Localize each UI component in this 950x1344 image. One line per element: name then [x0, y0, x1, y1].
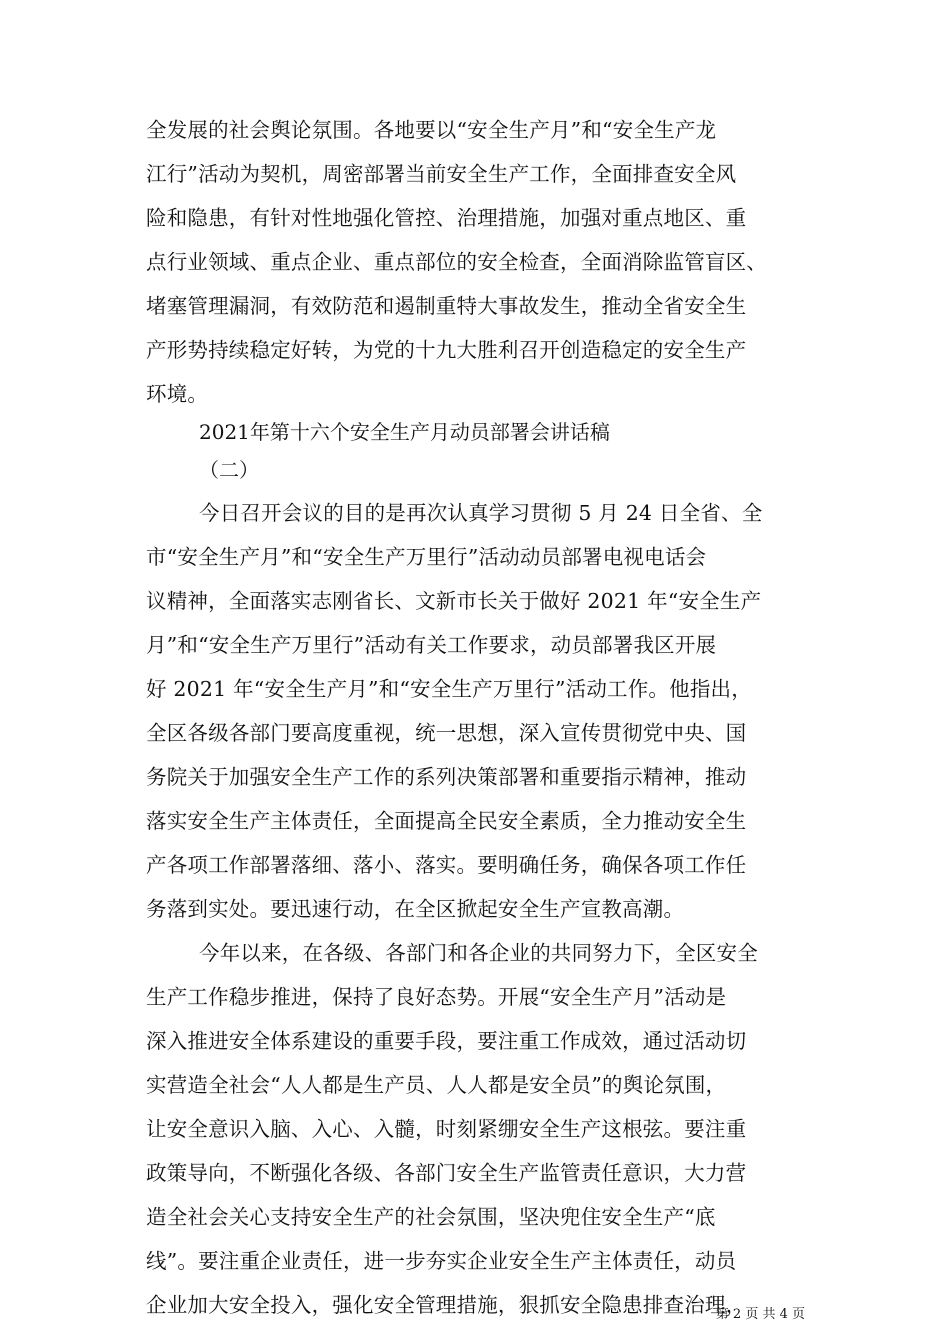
text-line: 务落到实处。要迅速行动，在全区掀起安全生产宣教高潮。 [146, 897, 685, 921]
text-line: 造全社会关心支持安全生产的社会氛围，坚决兜住安全生产“底 [146, 1205, 716, 1229]
text-line: 今年以来，在各级、各部门和各企业的共同努力下，全区安全 [199, 941, 758, 965]
text-line: 实营造全社会“人人都是生产员、人人都是安全员”的舆论氛围， [146, 1073, 727, 1097]
text-line: 政策导向，不断强化各级、各部门安全生产监管责任意识，大力营 [146, 1161, 747, 1185]
text-line: 让安全意识入脑、入心、入髓，时刻紧绷安全生产这根弦。要注重 [146, 1117, 747, 1141]
text-line: 产各项工作部署落细、落小、落实。要明确任务，确保各项工作任 [146, 853, 747, 877]
text-line: 环境。 [146, 382, 209, 406]
text-line: 线”。要注重企业责任，进一步夯实企业安全生产主体责任，动员 [146, 1249, 737, 1273]
text-line: 堵塞管理漏洞，有效防范和遏制重特大事故发生，推动全省安全生 [146, 294, 747, 318]
text-line: 月”和“安全生产万里行”活动有关工作要求，动员部署我区开展 [146, 633, 717, 657]
text-line: 务院关于加强安全生产工作的系列决策部署和重要指示精神，推动 [146, 765, 747, 789]
page-number-footer: 第 2 页 共 4 页 [715, 1307, 805, 1322]
text-line: 议精神，全面落实志刚省长、文新市长关于做好 2021 年“安全生产 [146, 589, 762, 613]
text-line: 生产工作稳步推进，保持了良好态势。开展“安全生产月”活动是 [146, 985, 727, 1009]
text-line: 深入推进安全体系建设的重要手段，要注重工作成效，通过活动切 [146, 1029, 747, 1053]
text-line: 落实安全生产主体责任，全面提高全民安全素质，全力推动安全生 [146, 809, 747, 833]
text-line: 全区各级各部门要高度重视，统一思想，深入宣传贯彻党中央、国 [146, 721, 747, 745]
text-line: 险和隐患，有针对性地强化管控、治理措施，加强对重点地区、重 [146, 206, 747, 230]
text-line: 市“安全生产月”和“安全生产万里行”活动动员部署电视电话会 [146, 545, 707, 569]
text-line: 好 2021 年“安全生产月”和“安全生产万里行”活动工作。他指出， [146, 677, 752, 701]
document-subtitle: （二） [199, 458, 259, 482]
text-line: 产形势持续稳定好转，为党的十九大胜利召开创造稳定的安全生产 [146, 338, 747, 362]
text-line: 今日召开会议的目的是再次认真学习贯彻 5 月 24 日全省、全 [199, 501, 763, 525]
text-line: 点行业领域、重点企业、重点部位的安全检查，全面消除监管盲区、 [146, 250, 767, 274]
text-line: 全发展的社会舆论氛围。各地要以“安全生产月”和“安全生产龙 [146, 118, 717, 142]
text-line: 江行”活动为契机，周密部署当前安全生产工作，全面排查安全风 [146, 162, 737, 186]
document-title: 2021年第十六个安全生产月动员部署会讲话稿 [199, 420, 610, 444]
text-line: 企业加大安全投入，强化安全管理措施，狠抓安全隐患排查治理， [146, 1293, 747, 1317]
